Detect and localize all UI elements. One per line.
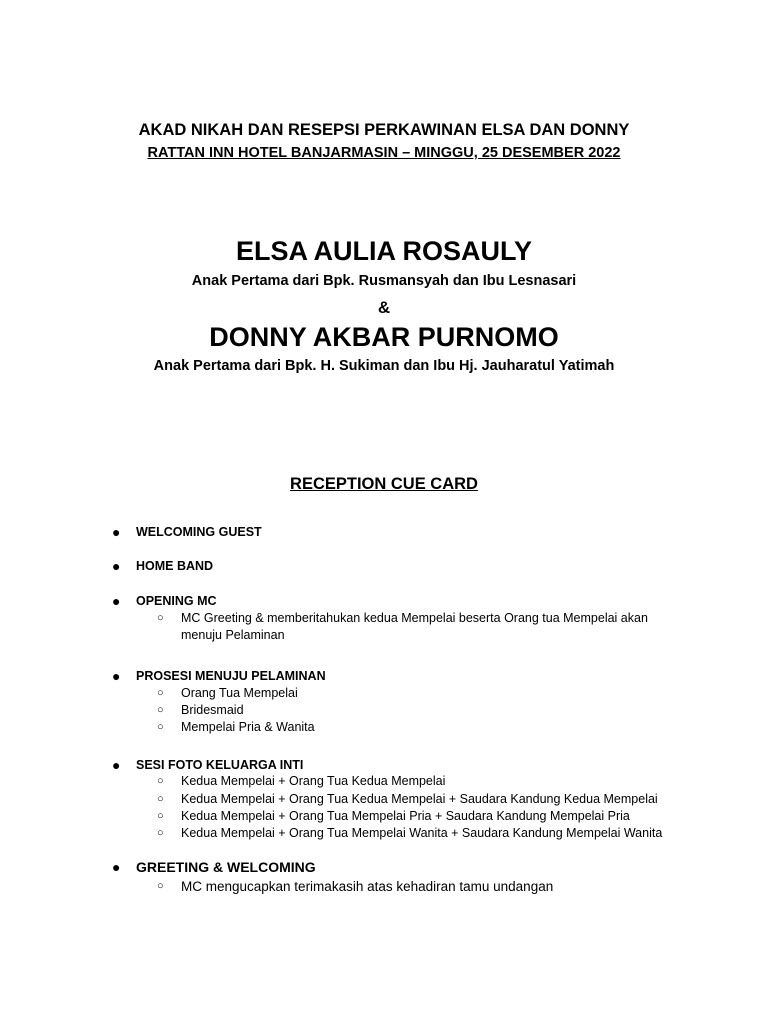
cue-sub-item-text: Kedua Mempelai + Orang Tua Kedua Mempelai	[181, 774, 446, 788]
cue-section-heading: HOME BAND	[136, 559, 214, 573]
circle-bullet-icon: ○	[157, 880, 164, 892]
bullet-icon: ●	[112, 524, 121, 540]
circle-bullet-icon: ○	[157, 704, 164, 716]
cue-section-heading: OPENING MC	[136, 594, 217, 608]
cue-card-title: RECEPTION CUE CARD	[290, 475, 478, 493]
cue-sub-item-text: Mempelai Pria & Wanita	[181, 720, 315, 734]
circle-bullet-icon: ○	[157, 810, 164, 822]
bullet-icon: ●	[112, 757, 121, 773]
cue-sub-item-text: Orang Tua Mempelai	[181, 686, 298, 700]
cue-sub-item-text: MC Greeting & memberitahukan kedua Mempelai beserta Orang tua Mempelai akan	[181, 611, 648, 625]
circle-bullet-icon: ○	[157, 775, 164, 787]
cue-sub-item-text: Bridesmaid	[181, 703, 244, 717]
cue-section-heading: PROSESI MENUJU PELAMINAN	[136, 669, 326, 683]
groom-parents: Anak Pertama dari Bpk. H. Sukiman dan Ibu Hj. Jauharatul Yatimah	[153, 358, 615, 374]
venue-date-line: RATTAN INN HOTEL BANJARMASIN – MINGGU, 25 DESEMBER 2022	[147, 145, 621, 161]
circle-bullet-icon: ○	[157, 687, 164, 699]
bride-parents: Anak Pertama dari Bpk. Rusmansyah dan Ibu Lesnasari	[191, 273, 577, 289]
cue-section-heading: GREETING & WELCOMING	[136, 859, 316, 875]
cue-sub-item-text: Kedua Mempelai + Orang Tua Mempelai Wanita + Saudara Kandung Mempelai Wanita	[181, 826, 663, 840]
ampersand: &	[377, 298, 391, 317]
event-title: AKAD NIKAH DAN RESEPSI PERKAWINAN ELSA DAN DONNY	[138, 121, 630, 139]
bullet-icon: ●	[112, 859, 121, 875]
circle-bullet-icon: ○	[157, 721, 164, 733]
bride-name: ELSA AULIA ROSAULY	[235, 236, 533, 266]
cue-sub-item-text: menuju Pelaminan	[181, 628, 285, 642]
circle-bullet-icon: ○	[157, 793, 164, 805]
cue-sub-item-text: Kedua Mempelai + Orang Tua Kedua Mempelai + Saudara Kandung Kedua Mempelai	[181, 792, 658, 806]
circle-bullet-icon: ○	[157, 612, 164, 624]
bullet-icon: ●	[112, 558, 121, 574]
cue-section-heading: SESI FOTO KELUARGA INTI	[136, 758, 304, 772]
cue-sub-item-text: Kedua Mempelai + Orang Tua Mempelai Pria + Saudara Kandung Mempelai Pria	[181, 809, 630, 823]
circle-bullet-icon: ○	[157, 827, 164, 839]
bullet-icon: ●	[112, 668, 121, 684]
cue-sub-item-text: MC mengucapkan terimakasih atas kehadiran tamu undangan	[181, 879, 554, 894]
cue-section-heading: WELCOMING GUEST	[136, 525, 262, 539]
groom-name: DONNY AKBAR PURNOMO	[209, 322, 559, 352]
bullet-icon: ●	[112, 593, 121, 609]
